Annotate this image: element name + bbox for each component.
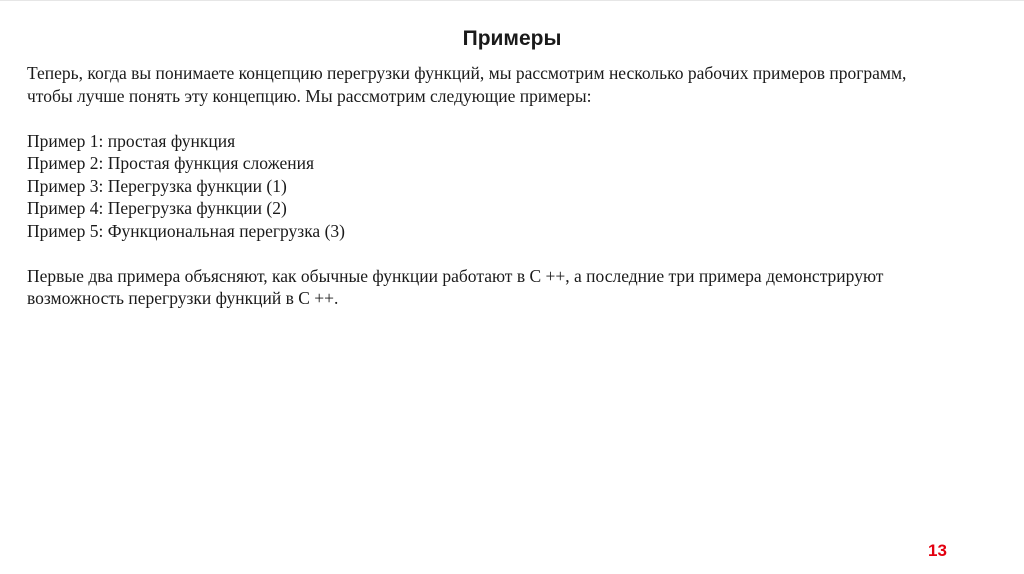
- example-item-2: Пример 2: Простая функция сложения: [27, 153, 314, 173]
- slide-body: [27, 62, 1002, 310]
- slide-title: Примеры: [462, 27, 562, 50]
- paragraph-gap: [27, 107, 1002, 130]
- paragraph-gap: [27, 242, 1002, 265]
- example-item-5: Пример 5: Функциональная перегрузка (3): [27, 220, 345, 241]
- top-divider: [0, 0, 1024, 1]
- example-item-4: Пример 4: Перегрузка функции (2): [27, 198, 287, 218]
- example-item-1: Пример 1: простая функция: [27, 130, 236, 151]
- intro-line-2: чтобы лучше понять эту концепцию. Мы рассмотрим следующие примеры:: [27, 85, 592, 106]
- summary-paragraph: [27, 265, 1002, 310]
- example-item-3: Пример 3: Перегрузка функции (1): [27, 175, 287, 196]
- intro-paragraph: [27, 62, 1002, 107]
- examples-list: [27, 130, 1002, 243]
- intro-line-1: Теперь, когда вы понимаете концепцию перегрузки функций, мы рассмотрим несколько рабочих примеров программ,: [27, 63, 907, 83]
- page-number: 13: [928, 541, 947, 560]
- summary-line-1: Первые два примера объясняют, как обычные функции работают в C ++, а последние три примера демонстрируют: [27, 265, 884, 286]
- summary-line-2: возможность перегрузки функций в C ++.: [27, 288, 339, 308]
